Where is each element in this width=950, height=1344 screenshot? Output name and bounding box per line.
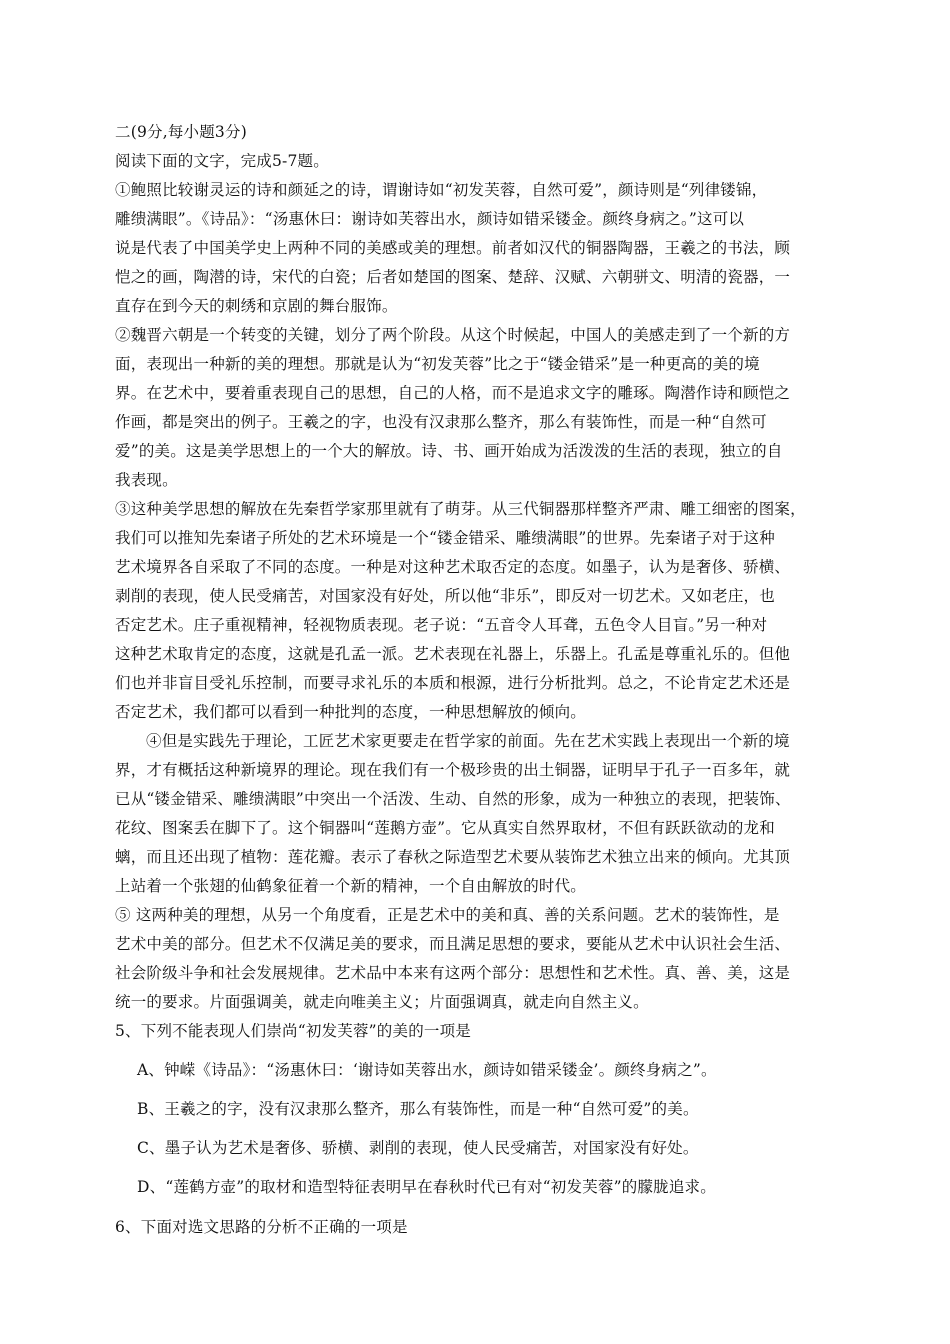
paragraph-line: 艺术中美的部分。但艺术不仅满足美的要求，而且满足思想的要求，要能从艺术中认识社会生活、 <box>115 935 791 953</box>
paragraph-line: 花纹、图案丢在脚下了。这个铜器叫“莲鹅方壶”。它从真实自然界取材，不但有跃跃欲动的龙和 <box>115 819 775 837</box>
option-c[interactable]: C、墨子认为艺术是奢侈、骄横、剥削的表现，使人民受痛苦，对国家没有好处。 <box>137 1139 699 1157</box>
question-stem: 5、下列不能表现人们崇尚“初发芙蓉”的美的一项是 <box>115 1022 472 1040</box>
paragraph-3 <box>115 495 837 727</box>
paragraph-line: ①鲍照比较谢灵运的诗和颜延之的诗，谓谢诗如“初发芙蓉，自然可爱”，颜诗则是“列律镂锦， <box>115 181 768 199</box>
question-6 <box>115 1213 837 1242</box>
paragraph-line: 界。在艺术中，要着重表现自己的思想，自己的人格，而不是追求文字的雕琢。陶潜作诗和顾恺之 <box>115 384 791 402</box>
reading-instruction: 阅读下面的文字，完成5-7题。 <box>115 152 329 170</box>
paragraph-line: ④但是实践先于理论，工匠艺术家更要走在哲学家的前面。先在艺术实践上表现出一个新的境 <box>146 732 790 750</box>
question-5 <box>115 1017 837 1207</box>
paragraph-line: 否定艺术。庄子重视精神，轻视物质表现。老子说：“五音令人耳聋，五色令人目盲。”另一种对 <box>115 616 768 634</box>
paragraph-line: 面，表现出一种新的美的理想。那就是认为“初发芙蓉”比之于“镂金错采”是一种更高的美的境 <box>115 355 760 373</box>
paragraph-line: 否定艺术，我们都可以看到一种批判的态度，一种思想解放的倾向。 <box>115 703 587 721</box>
paragraph-line: 说是代表了中国美学史上两种不同的美感或美的理想。前者如汉代的铜器陶器，王羲之的书法，顾 <box>115 239 791 257</box>
paragraph-line: 雕缋满眼”。《诗品》：“汤惠休曰：谢诗如芙蓉出水，颜诗如错采镂金。颜终身病之。”这可以 <box>115 210 745 228</box>
paragraph-line: 剥削的表现，使人民受痛苦，对国家没有好处，所以他“非乐”，即反对一切艺术。又如老庄，也 <box>115 587 775 605</box>
paragraph-line: 恺之的画，陶潜的诗，宋代的白瓷；后者如楚国的图案、楚辞、汉赋、六朝骈文、明清的瓷器，一 <box>115 268 791 286</box>
question-stem: 6、下面对选文思路的分析不正确的一项是 <box>115 1218 408 1236</box>
paragraph-line: 作画，都是突出的例子。王羲之的字，也没有汉隶那么整齐，那么有装饰性，而是一种“自然可 <box>115 413 767 431</box>
paragraph-line: 统一的要求。片面强调美，就走向唯美主义；片面强调真，就走向自然主义。 <box>115 993 649 1011</box>
paragraph-line: 们也并非盲目受礼乐控制，而要寻求礼乐的本质和根源，进行分析批判。总之，不论肯定艺术还是 <box>115 674 791 692</box>
paragraph-1 <box>115 176 837 321</box>
paragraph-2 <box>115 321 837 495</box>
paragraph-line: 爱”的美。这是美学思想上的一个大的解放。诗、书、画开始成为活泼泼的生活的表现，独立的自 <box>115 442 783 460</box>
paragraph-line: ②魏晋六朝是一个转变的关键，划分了两个阶段。从这个时候起，中国人的美感走到了一个新的方 <box>115 326 791 344</box>
answer-options <box>115 1051 837 1207</box>
option-b[interactable]: B、王羲之的字，没有汉隶那么整齐，那么有装饰性，而是一种“自然可爱”的美。 <box>137 1100 699 1118</box>
option-a[interactable]: A、钟嵘《诗品》：“汤惠休曰：‘谢诗如芙蓉出水，颜诗如错采镂金’。颜终身病之”。 <box>137 1061 717 1079</box>
paragraph-line: 上站着一个张翅的仙鹤象征着一个新的精神，一个自由解放的时代。 <box>115 877 587 895</box>
section-header: 二(9分,每小题3分) <box>115 123 247 141</box>
paragraph-line: ⑤ 这两种美的理想，从另一个角度看，正是艺术中的美和真、善的关系问题。艺术的装饰性，是 <box>115 906 780 924</box>
paragraph-line: 已从“镂金错采、雕缋满眼”中突出一个活泼、生动、自然的形象，成为一种独立的表现，把装饰、 <box>115 790 791 808</box>
paragraph-line: 社会阶级斗争和社会发展规律。艺术品中本来有这两个部分：思想性和艺术性。真、善、美，这是 <box>115 964 791 982</box>
paragraph-line: 我表现。 <box>115 471 178 489</box>
option-d[interactable]: D、“莲鹤方壶”的取材和造型特征表明早在春秋时代已有对“初发芙蓉”的朦胧追求。 <box>137 1178 716 1196</box>
paragraph-line: 界，才有概括这种新境界的理论。现在我们有一个极珍贵的出土铜器，证明早于孔子一百多年，就 <box>115 761 791 779</box>
paragraph-line: 直存在到今天的刺绣和京剧的舞台服饰。 <box>115 297 398 315</box>
paragraph-line: 这种艺术取肯定的态度，这就是孔孟一派。艺术表现在礼器上，乐器上。孔孟是尊重礼乐的。但他 <box>115 645 791 663</box>
exam-content <box>115 118 837 1242</box>
paragraph-line: ③这种美学思想的解放在先秦哲学家那里就有了萌芽。从三代铜器那样整齐严肃、雕工细密的图案， <box>115 500 806 518</box>
paragraph-line: 我们可以推知先秦诸子所处的艺术环境是一个“镂金错采、雕缋满眼”的世界。先秦诸子对于这种 <box>115 529 775 547</box>
paragraph-line: 螭，而且还出现了植物：莲花瓣。表示了春秋之际造型艺术要从装饰艺术独立出来的倾向。尤其顶 <box>115 848 791 866</box>
paragraph-5 <box>115 901 837 1017</box>
paragraph-line: 艺术境界各自采取了不同的态度。一种是对这种艺术取否定的态度。如墨子，认为是奢侈、骄横、 <box>115 558 791 576</box>
paragraph-4 <box>115 727 837 901</box>
